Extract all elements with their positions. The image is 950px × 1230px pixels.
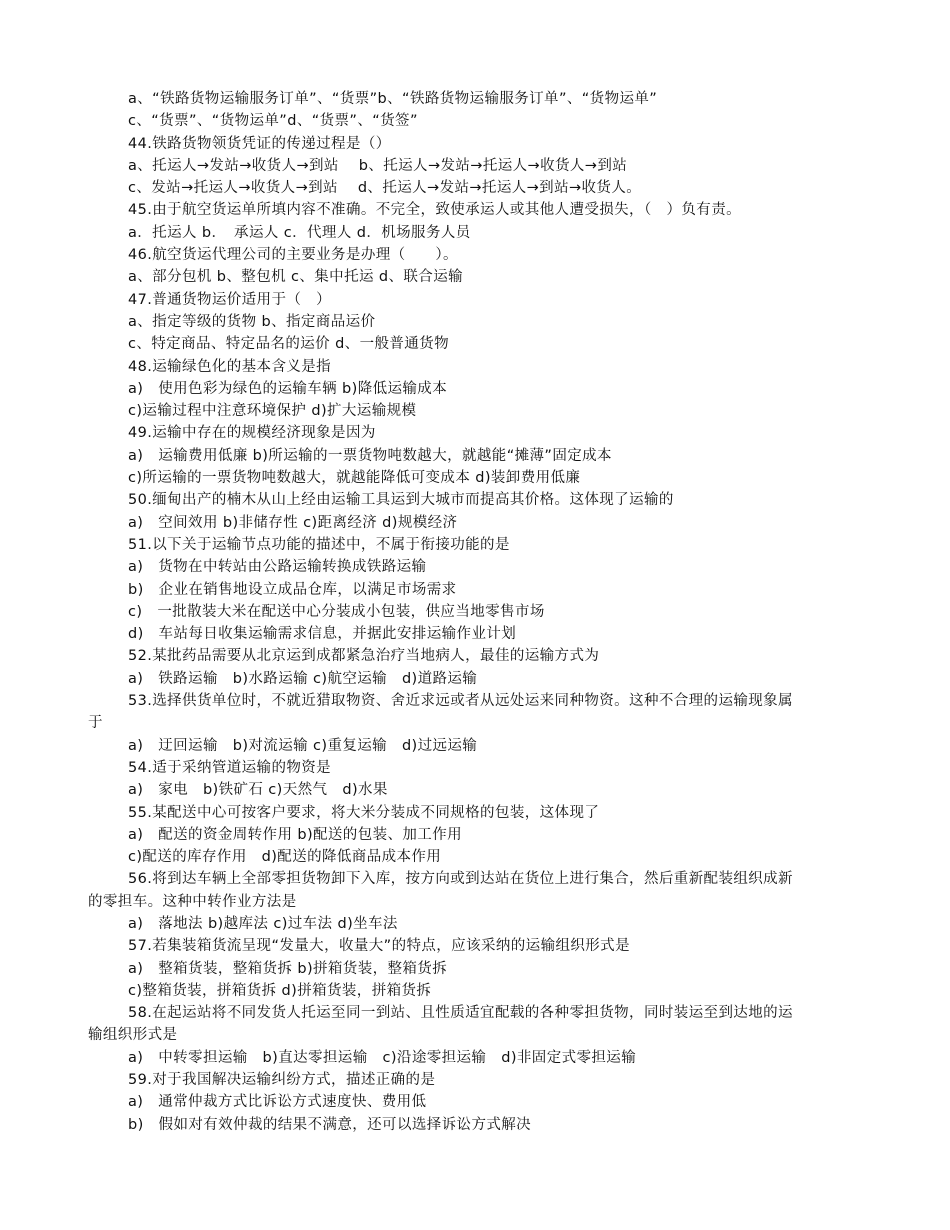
question-58: 58.在起运站将不同发货人托运至同一到站、且性质适宜配载的各种零担货物，同时装运至到达地的运 <box>128 1005 793 1022</box>
text-line: 输组织形式是 <box>88 1027 178 1044</box>
text-line: 于 <box>88 715 103 732</box>
question-45: 45.由于航空货运单所填内容不准确。不完全，致使承运人或其他人遭受损失，（ ）负有责。 <box>128 202 742 219</box>
text-line: d) 车站每日收集运输需求信息，并据此安排运输作业计划 <box>128 626 517 643</box>
text-line: a、托运人→发站→收货人→到站 b、托运人→发站→托运人→收货人→到站 <box>128 157 628 174</box>
question-44: 44.铁路货物领货凭证的传递过程是（） <box>128 135 391 152</box>
text-line: a) 使用色彩为绿色的运输车辆 b)降低运输成本 <box>128 380 448 397</box>
text-line: a、指定等级的货物 b、指定商品运价 <box>128 313 376 330</box>
text-line: b) 假如对有效仲裁的结果不满意，还可以选择诉讼方式解决 <box>128 1116 532 1133</box>
text-line: a) 空间效用 b)非储存性 c)距离经济 d)规模经济 <box>128 514 458 531</box>
text-line: a) 货物在中转站由公路运输转换成铁路运输 <box>128 559 427 576</box>
text-line: c、发站→托运人→收货人→到站 d、托运人→发站→托运人→到站→收货人。 <box>128 180 642 197</box>
text-line: a、部分包机 b、整包机 c、集中托运 d、联合运输 <box>128 269 463 286</box>
question-52: 52.某批药品需要从北京运到成都紧急治疗当地病人，最佳的运输方式为 <box>128 648 600 665</box>
question-46: 46.航空货运代理公司的主要业务是办理（ ）。 <box>128 247 458 264</box>
text-line: b) 企业在销售地设立成品仓库，以满足市场需求 <box>128 581 457 598</box>
question-47: 47.普通货物运价适用于（ ） <box>128 291 332 308</box>
question-list <box>88 88 863 1136</box>
text-line: c)整箱货装，拼箱货拆 d)拼箱货装，拼箱货拆 <box>128 982 432 999</box>
text-line: a) 落地法 b)越库法 c)过车法 d)坐车法 <box>128 915 398 932</box>
question-53: 53.选择供货单位时，不就近猎取物资、舍近求远或者从远处运来同种物资。这种不合理的运输现象属 <box>128 693 793 710</box>
question-51: 51.以下关于运输节点功能的描述中，不属于衔接功能的是 <box>128 536 510 553</box>
text-line: c) 一批散装大米在配送中心分装成小包装，供应当地零售市场 <box>128 603 545 620</box>
text-line: a、“铁路货物运输服务订单”、“货票”b、“铁路货物运输服务订单”、“货物运单” <box>128 91 658 107</box>
question-48: 48.运输绿色化的基本含义是指 <box>128 358 332 375</box>
text-line: a) 迂回运输 b)对流运输 c)重复运输 d)过远运输 <box>128 737 478 754</box>
text-line: a) 整箱货装，整箱货拆 b)拼箱货装，整箱货拆 <box>128 960 448 977</box>
question-50: 50.缅甸出产的楠木从山上经由运输工具运到大城市而提高其价格。这体现了运输的 <box>128 492 674 509</box>
question-54: 54.适于采纳管道运输的物资是 <box>128 759 332 776</box>
text-line: a) 中转零担运输 b)直达零担运输 c)沿途零担运输 d)非固定式零担运输 <box>128 1049 637 1066</box>
question-57: 57.若集装箱货流呈现“发量大，收量大”的特点，应该采纳的运输组织形式是 <box>128 938 630 955</box>
text-line: a) 家电 b)铁矿石 c)天然气 d)水果 <box>128 782 388 799</box>
text-line: a．托运人 b． 承运人 c．代理人 d．机场服务人员 <box>128 224 471 241</box>
text-line: 的零担车。这种中转作业方法是 <box>88 893 297 910</box>
text-line: a) 运输费用低廉 b)所运输的一票货物吨数越大，就越能“摊薄”固定成本 <box>128 447 612 464</box>
text-line: a) 铁路运输 b)水路运输 c)航空运输 d)道路运输 <box>128 670 478 687</box>
text-line: c)所运输的一票货物吨数越大，就越能降低可变成本 d)装卸费用低廉 <box>128 470 581 487</box>
text-line: a) 配送的资金周转作用 b)配送的包装、加工作用 <box>128 826 463 843</box>
text-line: c)运输过程中注意环境保护 d)扩大运输规模 <box>128 403 417 420</box>
text-line: c、“货票”、“货物运单”d、“货票”、“货签” <box>128 113 418 130</box>
text-line: c、特定商品、特定品名的运价 d、一般普通货物 <box>128 336 449 353</box>
question-59: 59.对于我国解决运输纠纷方式，描述正确的是 <box>128 1072 436 1089</box>
question-56: 56.将到达车辆上全部零担货物卸下入库，按方向或到达站在货位上进行集合，然后重新配装组织成新 <box>128 871 793 888</box>
question-49: 49.运输中存在的规模经济现象是因为 <box>128 425 376 442</box>
text-line: a) 通常仲裁方式比诉讼方式速度快、费用低 <box>128 1094 427 1111</box>
text-line: c)配送的库存作用 d)配送的降低商品成本作用 <box>128 849 442 866</box>
question-55: 55.某配送中心可按客户要求，将大米分装成不同规格的包装，这体现了 <box>128 804 600 821</box>
